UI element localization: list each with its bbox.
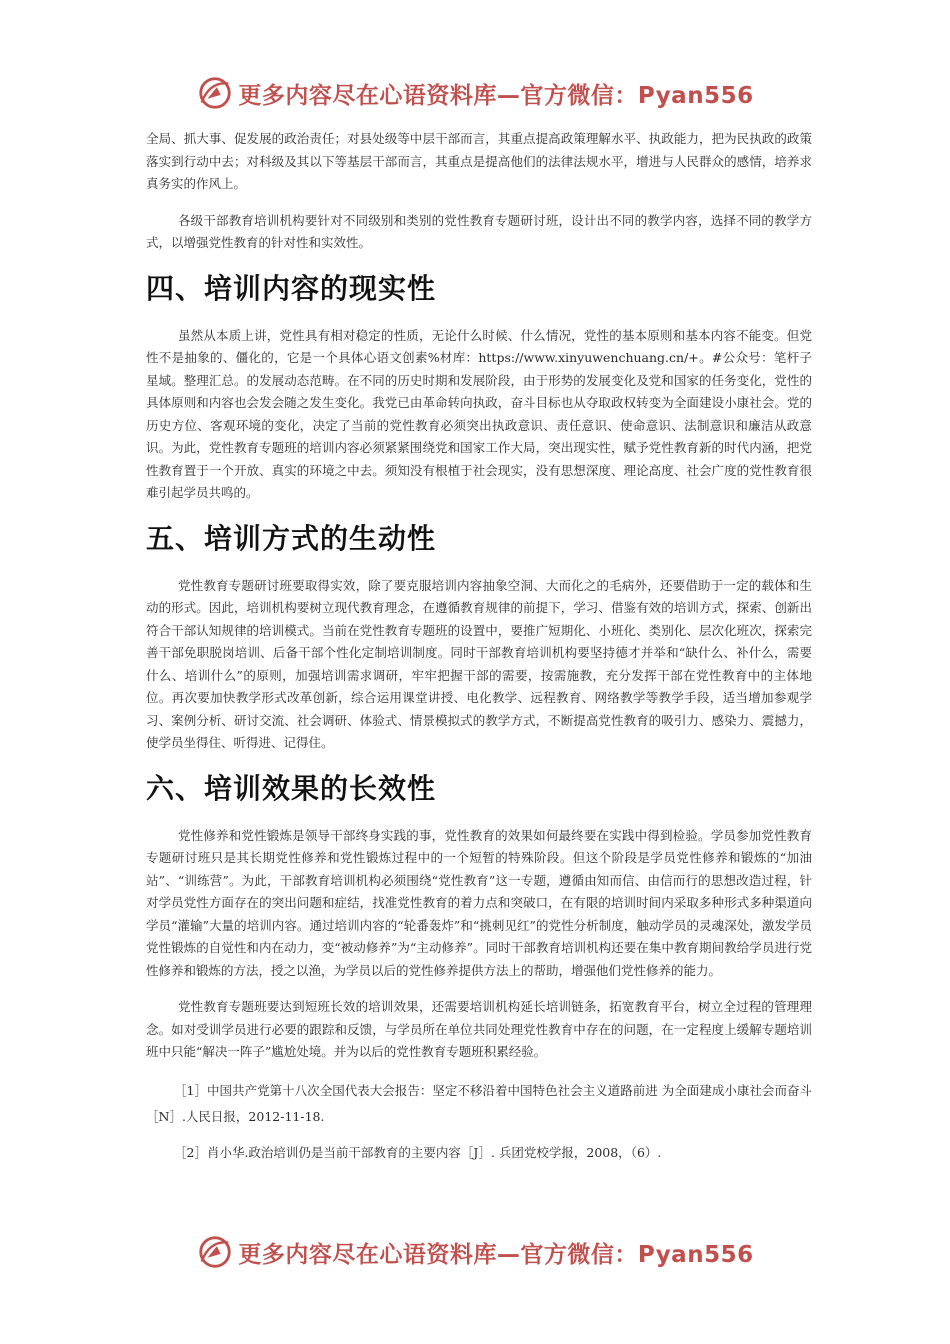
logo-icon <box>196 1233 234 1271</box>
intro-paragraph-1: 全局、抓大事、促发展的政治责任；对县处级等中层干部而言，其重点提高政策理解水平、执政能力，把为民执政的政策落实到行动中去；对科级及其以下等基层干部而言，其重点是提高他们的法律法规水平，增进与人民群众的感情，培养求真务实的作风上。 <box>146 131 812 191</box>
section4-heading: 四、培训内容的现实性 <box>146 271 437 305</box>
section6-paragraph-1: 党性修养和党性锻炼是领导干部终身实践的事，党性教育的效果如何最终要在实践中得到检验。学员参加党性教育专题研讨班只是其长期党性修养和党性锻炼过程中的一个短暂的特殊阶段。但这个阶段是学员党性修养和锻炼的“加油站”、“训练营”。为此，干部教育培训机构必须围绕“党性教育”这一专题，遵循由知而信、由信而行的思想改造过程，针对学员党性方面存在的突出问题和症结，找准党性教育的着力点和突破口，在有限的培训时间内采取多种形式多种渠道向学员“灌输”大量的培训内容。通过培训内容的“轮番轰炸”和“挑刺见红”的党性分析制度，触动学员的灵魂深处，激发学员党性锻炼的自觉性和内在动力，变“被动修养”为“主动修养”。同时干部教育培训机构还要在集中教育期间教给学员进行党性修养和锻炼的方法，授之以渔，为学员以后的党性修养提供方法上的帮助，增强他们党性修养的能力。 <box>146 827 812 978</box>
reference-2: ［2］肖小华.政治培训仍是当前干部教育的主要内容［J］. 兵团党校学报，2008，（6）. <box>174 1144 662 1160</box>
section5-heading: 五、培训方式的生动性 <box>146 521 437 555</box>
reference-1: ［1］中国共产党第十八次全国代表大会报告：坚定不移沿着中国特色社会主义道路前进 为全面建成小康社会而奋斗［N］.人民日报，2012-11-18. <box>146 1082 812 1124</box>
section5-paragraph: 党性教育专题研讨班要取得实效，除了要克服培训内容抽象空洞、大而化之的毛病外，还要借助于一定的载体和生动的形式。因此，培训机构要树立现代教育理念，在遵循教育规律的前提下，学习、借鉴有效的培训方式，探索、创新出符合干部认知规律的培训模式。当前在党性教育专题班的设置中，要推广短期化、小班化、类别化、层次化班次，探索完善干部免职脱岗培训、后备干部个性化定制培训制度。同时干部教育培训机构要坚持德才并举和“缺什么、补什么，需要什么、培训什么”的原则，加强培训需求调研，牢牢把握干部的需要，按需施教，充分发挥干部在党性教育中的主体地位。再次要加快教学形式改革创新，综合运用课堂讲授、电化教学、远程教育、网络教学等教学手段，适当增加参观学习、案例分析、研讨交流、社会调研、体验式、情景模拟式的教学方式，不断提高党性教育的吸引力、感染力、震撼力，使学员坐得住、听得进、记得住。 <box>146 577 812 750</box>
intro-paragraph-2: 各级干部教育培训机构要针对不同级别和类别的党性教育专题研讨班，设计出不同的教学内容，选择不同的教学方式，以增强党性教育的针对性和实效性。 <box>146 212 812 250</box>
logo-icon <box>196 74 234 112</box>
section4-paragraph: 虽然从本质上讲，党性具有相对稳定的性质，无论什么时候、什么情况，党性的基本原则和基本内容不能变。但党性不是抽象的、僵化的，它是一个具体心语文创素%材库：https://www.xinyuwenchuang.cn/+。#公众号：笔杆子星域。整理汇总。的发展动态范畴。在不同的历史时期和发展阶段，由于形势的发展变化及党和国家的任务变化，党性的具体原则和内容也会发会随之发生变化。我党已由革命转向执政，奋斗目标也从夺取政权转变为全面建设小康社会。党的历史方位、客观环境的变化，决定了当前的党性教育必须突出执政意识、责任意识、使命意识、法制意识和廉洁从政意识。为此，党性教育专题班的培训内容必须紧紧围绕党和国家工作大局，突出现实性，赋予党性教育新的时代内涵，把党性教育置于一个开放、真实的环境之中去。须知没有根植于社会现实，没有思想深度、理论高度、社会广度的党性教育很难引起学员共鸣的。 <box>146 327 812 500</box>
header-banner <box>0 73 950 113</box>
section6-heading: 六、培训效果的长效性 <box>146 771 437 805</box>
section6-paragraph-2: 党性教育专题班要达到短班长效的培训效果，还需要培训机构延长培训链条，拓宽教育平台，树立全过程的管理理念。如对受训学员进行必要的跟踪和反馈，与学员所在单位共同处理党性教育中存在的问题，在一定程度上缓解专题培训班中只能“解决一阵子”尴尬处境。并为以后的党性教育专题班积累经验。 <box>146 999 812 1059</box>
footer-banner <box>0 1232 950 1272</box>
banner-text: 更多内容尽在心语资料库—官方微信：Pyan556 <box>238 82 754 109</box>
document-body <box>146 128 812 1166</box>
banner-text: 更多内容尽在心语资料库—官方微信：Pyan556 <box>238 1241 754 1268</box>
